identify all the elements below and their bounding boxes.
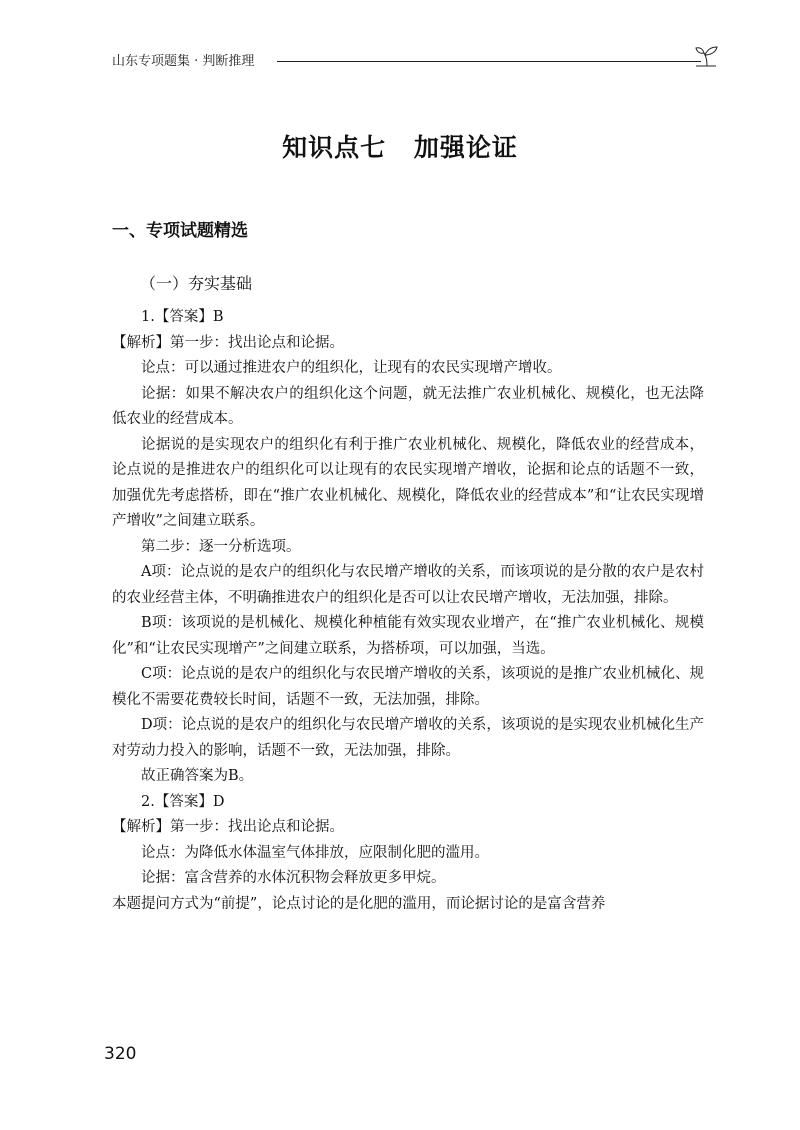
running-header bbox=[112, 44, 712, 74]
section-title: 一、专项试题精选 bbox=[112, 221, 248, 241]
page-number: 320 bbox=[104, 1044, 137, 1064]
option-a-paragraph: A项：论点说的是农户的组织化与农民增产增收的关系，而该项说的是分散的农户是农村的农业经营主体，不明确推进农户的组织化是否可以让农民增产增收，无法加强，排除。 bbox=[112, 564, 704, 606]
running-header-title: 山东专项题集 · 判断推理 bbox=[112, 54, 255, 69]
analysis-2-step-1: 【解析】第一步：找出论点和论据。 bbox=[112, 819, 344, 835]
evidence-paragraph-2: 论据：富含营养的水体沉积物会释放更多甲烷。 bbox=[141, 870, 446, 886]
body-text bbox=[112, 305, 704, 917]
step-2-paragraph: 第二步：逐一分析选项。 bbox=[141, 538, 301, 555]
answer-2: 2.【答案】D bbox=[141, 793, 225, 810]
subsection-title: （一）夯实基础 bbox=[140, 274, 253, 293]
thesis-paragraph: 论点：可以通过推进农户的组织化，让现有的农民实现增产增收。 bbox=[141, 360, 562, 376]
thesis-paragraph-2: 论点：为降低水体温室气体排放，应限制化肥的滥用。 bbox=[141, 844, 489, 861]
reasoning-paragraph: 论据说的是实现农户的组织化有利于推广农业机械化、规模化，降低农业的经营成本，论点说的是推进农户的组织化可以让现有的农民实现增产增收，论据和论点的话题不一致，加强优先考虑搭桥，即在“推广农业机械化、规模化，降低农业的经营成本”和“让农民实现增产增收”之间建立联系。 bbox=[112, 436, 704, 529]
sprout-icon bbox=[694, 44, 722, 68]
header-rule bbox=[277, 61, 701, 62]
option-b-paragraph: B项：该项说的是机械化、规模化种植能有效实现农业增产，在“推广农业机械化、规模化”和“让农民实现增产”之间建立联系，为搭桥项，可以加强，当选。 bbox=[112, 615, 704, 657]
evidence-paragraph: 论据：如果不解决农户的组织化这个问题，就无法推广农业机械化、规模化，也无法降低农业的经营成本。 bbox=[112, 385, 704, 427]
analysis-1-step-1: 【解析】第一步：找出论点和论据。 bbox=[112, 334, 344, 351]
question-type-paragraph: 本题提问方式为“前提”，论点讨论的是化肥的滥用，而论据讨论的是富含营养 bbox=[112, 895, 606, 912]
option-d-paragraph: D项：论点说的是农户的组织化与农民增产增收的关系，该项说的是实现农业机械化生产对劳动力投入的影响，话题不一致，无法加强，排除。 bbox=[112, 717, 704, 759]
conclusion-paragraph: 故正确答案为B。 bbox=[141, 768, 254, 784]
chapter-title: 知识点七 加强论证 bbox=[282, 133, 518, 162]
answer-1: 1.【答案】B bbox=[141, 309, 224, 325]
option-c-paragraph: C项：论点说的是农户的组织化与农民增产增收的关系，该项说的是推广农业机械化、规模化不需要花费较长时间，话题不一致，无法加强，排除。 bbox=[112, 666, 704, 708]
